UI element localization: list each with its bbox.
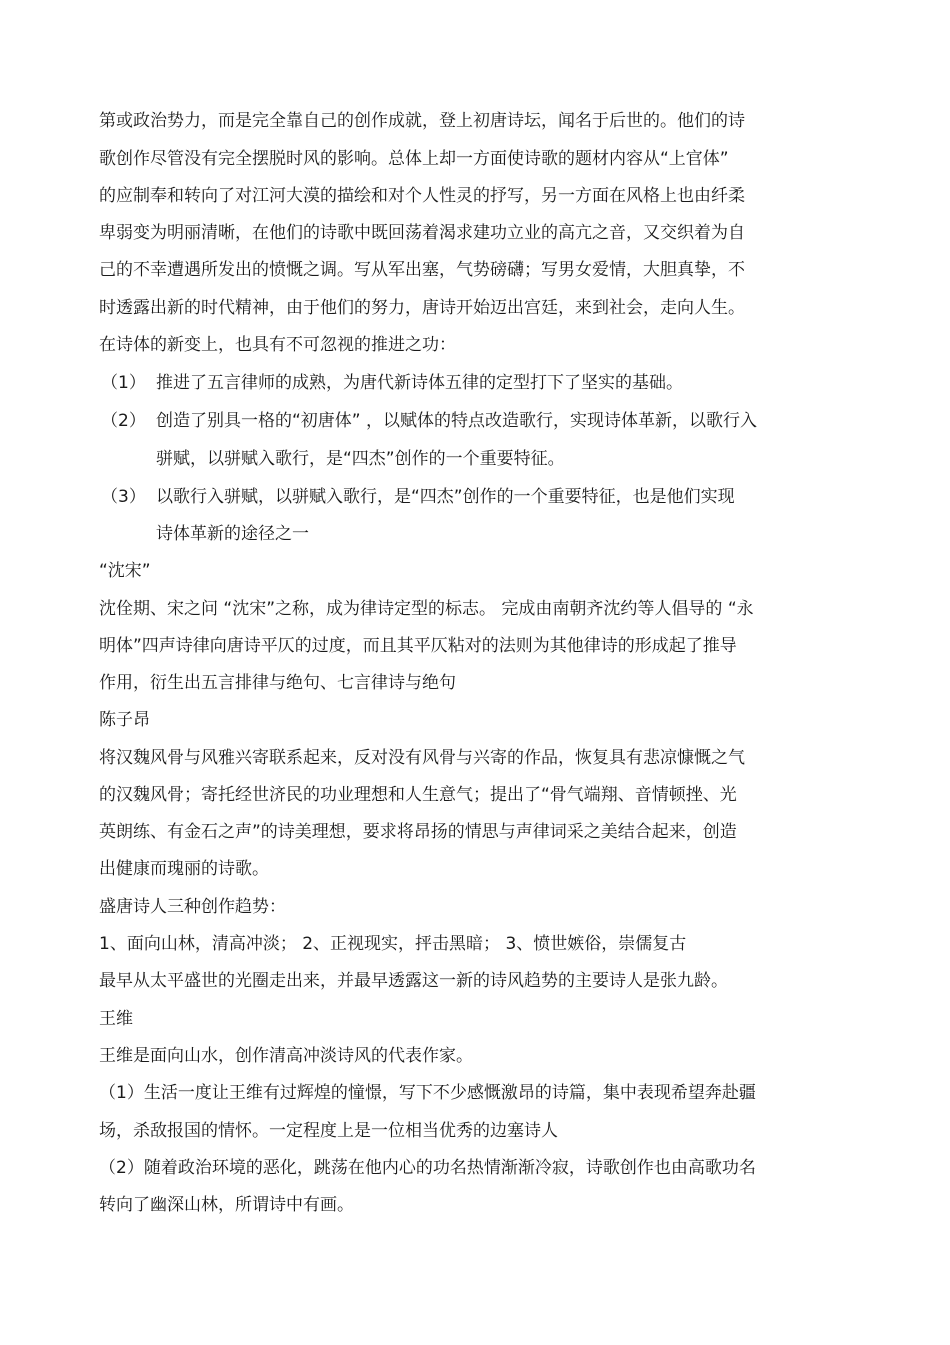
paragraph-line: 英朗练、有金石之声”的诗美理想，要求将昂扬的情思与声律词采之美结合起来，创造 [99,822,737,842]
paragraph-line: 王维是面向山水，创作清高冲淡诗风的代表作家。 [99,1046,473,1066]
paragraph-line: 转向了幽深山林，所谓诗中有画。 [99,1195,354,1215]
list-item-number: （3） [101,487,146,507]
paragraph-line: （2）随着政治环境的恶化，跳荡在他内心的功名热情渐渐冷寂，诗歌创作也由高歌功名 [99,1158,756,1178]
section-heading: “沈宋” [99,561,151,581]
list-item-text: 创造了别具一格的“初唐体” ，以赋体的特点改造歌行，实现诗体革新，以歌行入 [156,411,758,431]
list-item-number: （1） [101,373,146,393]
paragraph-line: 沈佺期、宋之问 “沈宋”之称，成为律诗定型的标志。 完成由南朝齐沈约等人倡导的 “永 [99,599,754,619]
paragraph-line: 作用，衍生出五言排律与绝句、七言律诗与绝句 [99,673,456,693]
section-heading: 盛唐诗人三种创作趋势： [99,897,286,917]
paragraph-line: 场，杀敌报国的情怀。一定程度上是一位相当优秀的边塞诗人 [99,1121,558,1141]
paragraph-line: 在诗体的新变上，也具有不可忽视的推进之功： [99,335,456,355]
list-item-text: 以歌行入骈赋，以骈赋入歌行，是“四杰”创作的一个重要特征，也是他们实现 [156,487,735,507]
paragraph-line: 第或政治势力，而是完全靠自己的创作成就，登上初唐诗坛，闻名于后世的。他们的诗 [99,111,745,131]
paragraph-line: 歌创作尽管没有完全摆脱时风的影响。总体上却一方面使诗歌的题材内容从“上官体” [99,149,729,169]
section-heading: 陈子昂 [99,710,150,730]
section-heading: 王维 [99,1009,133,1029]
list-item-number: （2） [101,411,146,431]
paragraph-line: 己的不幸遭遇所发出的愤慨之调。写从军出塞，气势磅礴；写男女爱情，大胆真挚，不 [99,260,745,280]
paragraph-line: （1）生活一度让王维有过辉煌的憧憬，写下不少感慨激昂的诗篇，集中表现希望奔赴疆 [99,1083,756,1103]
paragraph-line: 1、面向山林，清高冲淡； 2、正视现实，抨击黑暗； 3、愤世嫉俗，崇儒复古 [99,934,687,954]
paragraph-line: 时透露出新的时代精神，由于他们的努力，唐诗开始迈出宫廷，来到社会，走向人生。 [99,298,745,318]
paragraph-line: 最早从太平盛世的光圈走出来，并最早透露这一新的诗风趋势的主要诗人是张九龄。 [99,971,728,991]
paragraph-line: 出健康而瑰丽的诗歌。 [99,859,269,879]
paragraph-line: 明体”四声诗律向唐诗平仄的过度，而且其平仄粘对的法则为其他律诗的形成起了推导 [99,636,737,656]
paragraph-line: 的汉魏风骨；寄托经世济民的功业理想和人生意气；提出了“骨气端翔、音情顿挫、光 [99,785,737,805]
paragraph-line: 将汉魏风骨与风雅兴寄联系起来，反对没有风骨与兴寄的作品，恢复具有悲凉慷慨之气 [99,748,745,768]
paragraph-line: 卑弱变为明丽清晰，在他们的诗歌中既回荡着渴求建功立业的高亢之音，又交织着为自 [99,223,745,243]
paragraph-line: 的应制奉和转向了对江河大漠的描绘和对个人性灵的抒写，另一方面在风格上也由纤柔 [99,186,745,206]
list-item-text: 推进了五言律师的成熟，为唐代新诗体五律的定型打下了坚实的基础。 [156,373,683,393]
list-item-text: 诗体革新的途径之一 [156,524,309,544]
list-item-text: 骈赋，以骈赋入歌行，是“四杰”创作的一个重要特征。 [156,449,565,469]
